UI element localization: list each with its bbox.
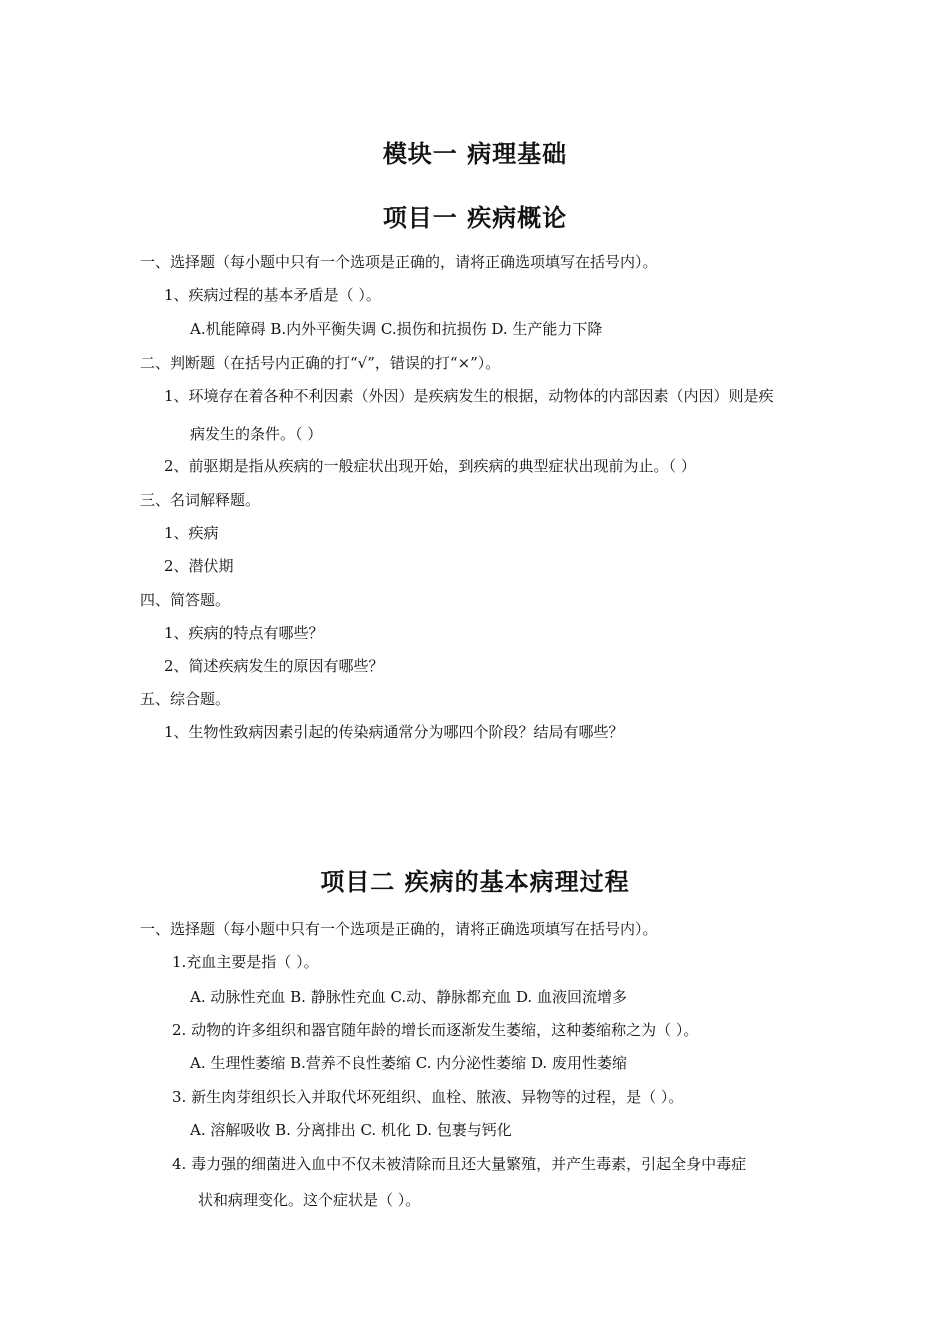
project1-title: 项目一 疾病概论 — [382, 204, 568, 232]
p2-question-3: 3. 新生肉芽组织长入并取代坏死组织、血栓、脓液、异物等的过程，是（ ）。 — [172, 1088, 684, 1106]
p1-s4-question-1: 1、疾病的特点有哪些？ — [164, 624, 324, 642]
p2-question-2-options: A. 生理性萎缩 B.营养不良性萎缩 C. 内分泌性萎缩 D. 废用性萎缩 — [190, 1054, 627, 1072]
p1-s1-question-1: 1、疾病过程的基本矛盾是（ ）。 — [164, 286, 381, 304]
p2-question-4-line2: 状和病理变化。这个症状是（ ）。 — [198, 1191, 421, 1209]
p2-question-1-options: A. 动脉性充血 B. 静脉性充血 C.动、静脉都充血 D. 血液回流增多 — [190, 988, 627, 1006]
p1-s2-question-2: 2、前驱期是指从疾病的一般症状出现开始，到疾病的典型症状出现前为止。（ ） — [164, 457, 696, 475]
p1-s2-question-1-line2: 病发生的条件。（ ） — [190, 425, 323, 443]
p2-question-2: 2. 动物的许多组织和器官随年龄的增长而逐渐发生萎缩，这种萎缩称之为（ ）。 — [172, 1021, 699, 1039]
p1-section4-heading: 四、简答题。 — [140, 591, 231, 609]
p2-question-3-options: A. 溶解吸收 B. 分离排出 C. 机化 D. 包裹与钙化 — [190, 1121, 512, 1139]
p1-s4-question-2: 2、简述疾病发生的原因有哪些？ — [164, 657, 384, 675]
p1-section3-heading: 三、名词解释题。 — [140, 491, 261, 509]
p1-s3-term-1: 1、疾病 — [164, 524, 219, 542]
p1-s2-question-1-line1: 1、环境存在着各种不利因素（外因）是疾病发生的根据，动物体的内部因素（内因）则是疾 — [164, 387, 774, 405]
p1-section2-heading: 二、判断题（在括号内正确的打“√”，错误的打“×”）。 — [140, 354, 501, 372]
p1-section5-heading: 五、综合题。 — [140, 690, 231, 708]
p1-s5-question-1: 1、生物性致病因素引起的传染病通常分为哪四个阶段？结局有哪些？ — [164, 723, 624, 741]
project2-title: 项目二 疾病的基本病理过程 — [320, 868, 630, 896]
module-title: 模块一 病理基础 — [382, 140, 568, 168]
p2-question-1: 1.充血主要是指（ ）。 — [172, 953, 319, 971]
p2-question-4-line1: 4. 毒力强的细菌进入血中不仅未被清除而且还大量繁殖，并产生毒素，引起全身中毒症 — [172, 1155, 747, 1173]
p1-section1-heading: 一、选择题（每小题中只有一个选项是正确的，请将正确选项填写在括号内）。 — [140, 253, 658, 271]
p1-s1-question-1-options: A.机能障碍 B.内外平衡失调 C.损伤和抗损伤 D. 生产能力下降 — [190, 320, 603, 338]
p1-s3-term-2: 2、潜伏期 — [164, 557, 234, 575]
p2-section1-heading: 一、选择题（每小题中只有一个选项是正确的，请将正确选项填写在括号内）。 — [140, 920, 658, 938]
